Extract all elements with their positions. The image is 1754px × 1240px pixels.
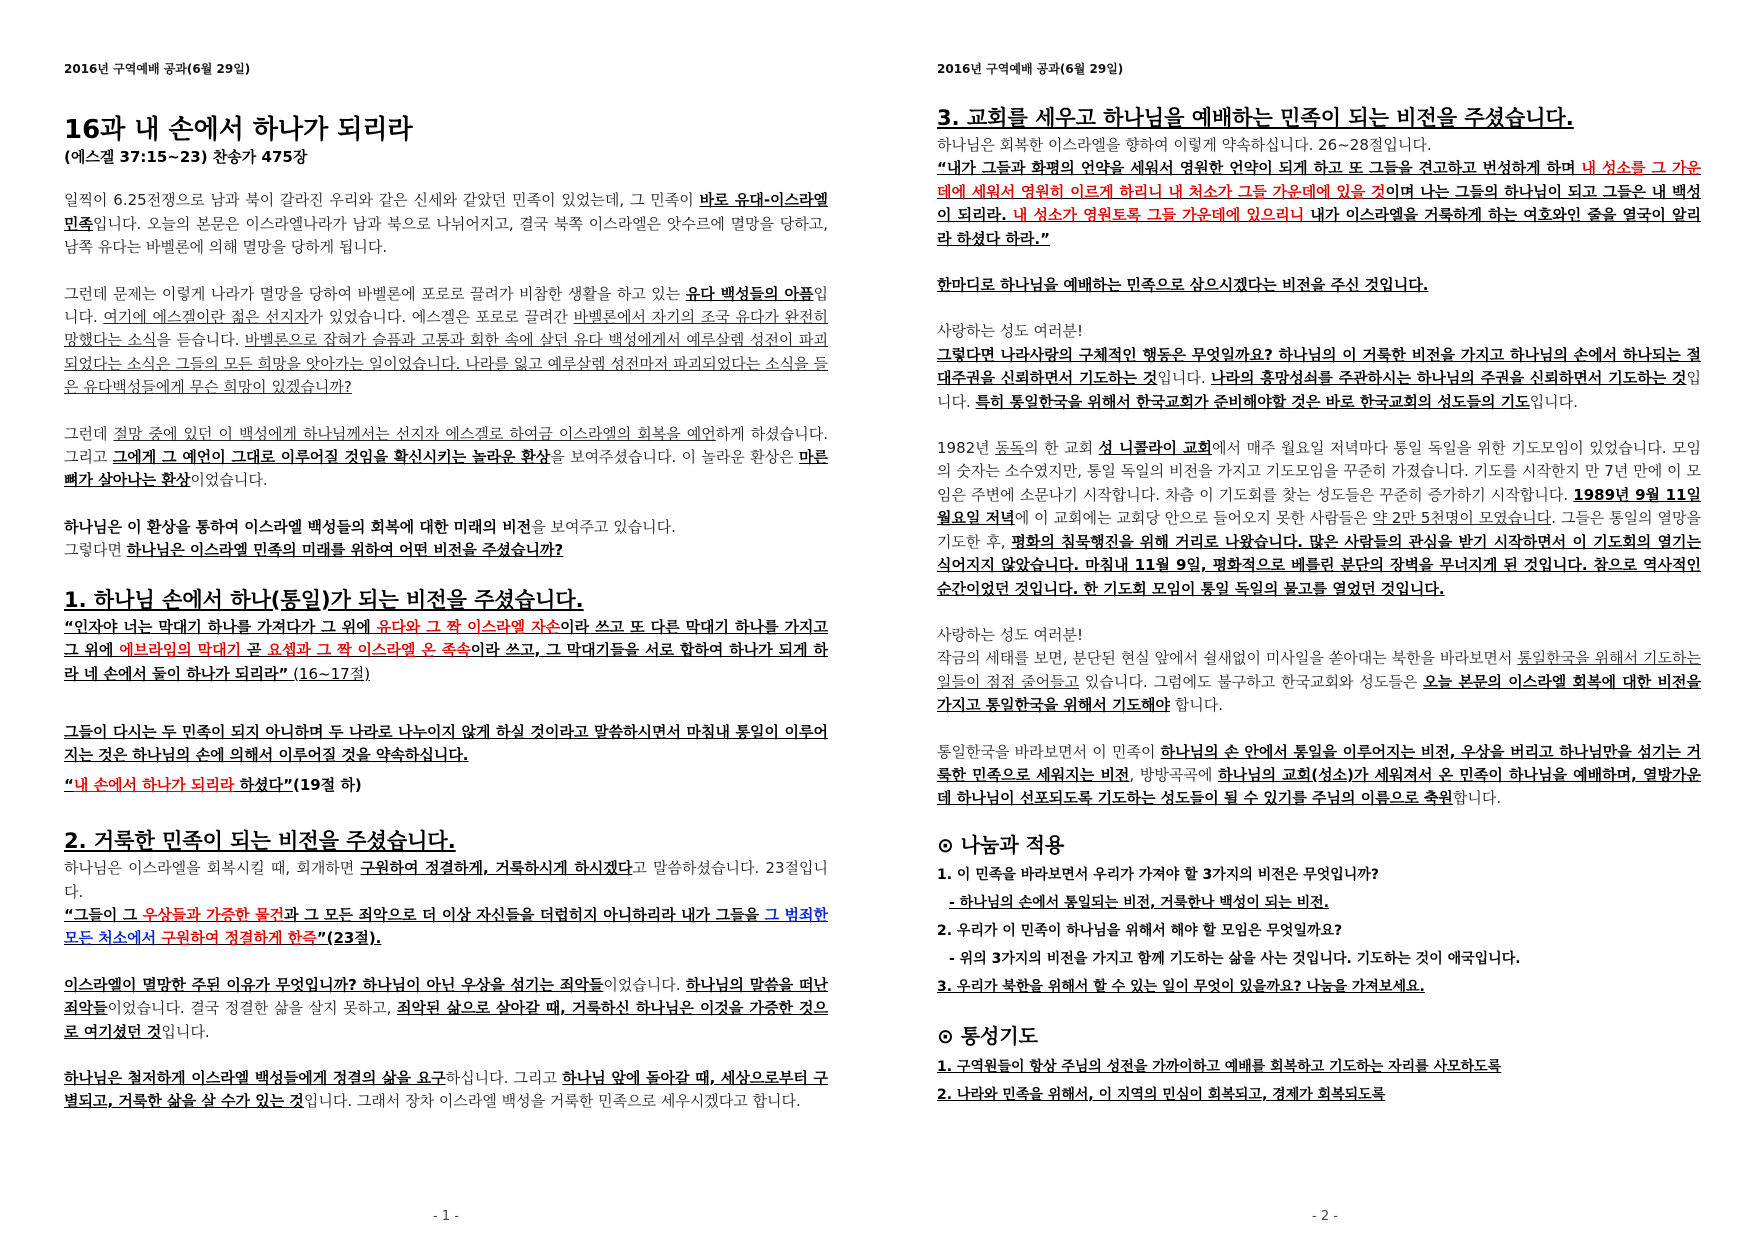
sharing-answer-1: - 하나님의 손에서 통일되는 비전, 거룩한나 백성이 되는 비전. (949, 895, 1330, 912)
page-number: - 2 - (1312, 1209, 1338, 1224)
sharing-answer-2: - 위의 3가지의 비전을 가지고 함께 기도하는 삶을 사는 것입니다. 기도하는 것이 애국입니다. (949, 951, 1521, 968)
section-3-intro: 하나님은 회복한 이스라엘을 향하여 이렇게 약속하십니다. 26~28절입니다. (937, 136, 1432, 154)
section-1-quote: “인자야 너는 막대기 하나를 가져다가 그 위에 유다와 그 짝 이스라엘 자손이라 쓰고 또 다른 막대기 하나를 가지고 그 위에 에브라임의 막대기 곧 요셉과 그 짝 이스라엘 온 족속이라 쓰고, 그 막대기들을 서로 합하여 하나가 되게 하라 네 손에서 둘이 하나가 되리라” (16~17절) (64, 617, 828, 683)
page-header: 2016년 구역예배 공과(6월 29일) (64, 62, 251, 76)
sharing-question-3: 3. 우리가 북한을 위해서 할 수 있는 일이 무엇이 있을까요? 나눔을 가져보세요. (937, 979, 1425, 996)
section-2-quote: “그들이 그 우상들과 가증한 물건과 그 모든 죄악으로 더 이상 자신들을 더럽히지 아니하리라 내가 그들을 그 범죄한 모든 처소에서 구원하여 정결하게 한즉”(23절). (64, 905, 828, 948)
section-3-quote: “내가 그들과 화평의 언약을 세워서 영원한 언약이 되게 하고 또 그들을 견고하고 번성하게 하며 내 성소를 그 가운데에 세워서 영원히 이르게 하리니 내 처소가 그들 가운데에 있을 것이며 나는 그들의 하나님이 되고 그들은 내 백성이 되리라. 내 성소가 영원토록 그들 가운데에 있으리니 내가 이스라엘을 거룩하게 하는 여호와인 줄을 열국이 알리라 하셨다 하라.” (937, 159, 1701, 248)
closing-blessing-paragraph: 통일한국을 바라보면서 이 민족이 하나님의 손 안에서 통일을 이루어지는 비전, 우상을 버리고 하나님만을 섬기는 거룩한 민족으로 세워지는 비전, 방방곡곡에 하나님의 교회(성소)가 세워져서 온 민족이 하나님을 예배하며, 열방가운데 하나님이 선포되도록 기도하는 성도들이 될 수 있기를 주님의 이름으로 축원합니다. (937, 742, 1701, 808)
section-3-summary: 한마디로 하나님을 예배하는 민족으로 삼으시겠다는 비전을 주신 것입니다. (937, 276, 1429, 295)
germany-story-paragraph: 1982년 동독의 한 교회 성 니콜라이 교회에서 매주 월요일 저녁마다 통일 독일을 위한 기도모임이 있었습니다. 모임의 숫자는 소수였지만, 통일 독일의 비전을 가지고 기도모임을 꾸준히 가졌습니다. 기도를 시작한지 만 7년 만에 이 모임은 주변에 소문나기 시작합니다. 차츰 이 기도회를 찾는 성도들은 꾸준히 증가하기 시작합니다. 1989년 9월 11일 월요일 저녁에 이 교회에는 교회당 안으로 들어오지 못한 사람들은 약 2만 5천명이 모였습니다. 그들은 통일의 열망을 기도한 후, 평화의 침묵행진을 위해 거리로 나왔습니다. 많은 사람들의 관심을 받기 시작하면서 이 기도회의 열기는 식어지지 않았습니다. 마침내 11월 9일, 평화적으로 베를린 분단의 장벽을 무너지게 된 것입니다. 참으로 역사적인 순간이었던 것입니다. 한 기도회 모임이 통일 독일의 물고를 열었던 것입니다. (937, 439, 1702, 598)
vision-paragraph: 그런데 절망 중에 있던 이 백성에게 하나님께서는 선지자 에스겔로 하여금 이스라엘의 회복을 예언하게 하셨습니다. 그리고 그에게 그 예언이 그대로 이루어질 것임을 확신시키는 놀라운 환상을 보여주셨습니다. 이 놀라운 환상은 마른 뼈가 살아나는 환상이었습니다. (64, 424, 828, 490)
section-3-heading: 3. 교회를 세우고 하나님을 예배하는 민족이 되는 비전을 주셨습니다. (937, 106, 1574, 130)
page-2-content (937, 98, 1701, 1113)
prayer-heading: ⊙ 통성기도 (937, 1024, 1039, 1049)
section-1-verse: “내 손에서 하나가 되리라 하셨다”(19절 하) (64, 775, 362, 794)
section-2-reason: 이스라엘이 멸망한 주된 이유가 무엇입니까? 하나님이 아닌 우상을 섬기는 죄악들이었습니다. 하나님의 말씀을 떠난 죄악들이었습니다. 결국 정결한 삶을 살지 못하고, 죄악된 삶으로 살아갈 때, 거룩하신 하나님은 이것을 가증한 것으로 여기셨던 것입니다. (64, 975, 828, 1041)
prayer-item-1: 1. 구역원들이 항상 주님의 성전을 가까이하고 예배를 회복하고 기도하는 자리를 사모하도록 (937, 1058, 1502, 1075)
section-1-heading: 1. 하나님 손에서 하나(통일)가 되는 비전을 주셨습니다. (64, 587, 584, 612)
page-2 (877, 0, 1754, 1240)
section-2-intro: 하나님은 이스라엘을 회복시킬 때, 회개하면 구원하여 정결하게, 거룩하시게 하시겠다고 말씀하셨습니다. 23절입니다. (64, 859, 828, 901)
question-paragraph: 하나님은 이 환상을 통하여 이스라엘 백성들의 회복에 대한 미래의 비전을 보여주고 있습니다. 그렇다면 하나님은 이스라엘 민족의 미래를 위하여 어떤 비전을 주셨습니까? (64, 517, 676, 560)
section-1-promise: 그들이 다시는 두 민족이 되지 아니하며 두 나라로 나누이지 않게 하실 것이라고 말씀하시면서 마침내 통일이 이루어지는 것은 하나님의 손에 의해서 이루어질 것을 약속하십니다. (64, 722, 828, 765)
section-2-heading: 2. 거룩한 민족이 되는 비전을 주셨습니다. (64, 829, 456, 854)
lesson-scripture: (에스겔 37:15~23) 찬송가 475장 (64, 148, 308, 166)
section-2-holiness: 하나님은 철저하게 이스라엘 백성들에게 정결의 삶을 요구하십니다. 그리고 하나님 앞에 돌아갈 때, 세상으로부터 구별되고, 거룩한 삶을 살 수가 있는 것입니다. 그래서 장차 이스라엘 백성을 거룩한 민족으로 세우시겠다고 합니다. (64, 1068, 828, 1111)
page-1-content (64, 114, 828, 1137)
sharing-heading: ⊙ 나눔과 적용 (937, 832, 1065, 857)
intro-paragraph: 일찍이 6.25전쟁으로 남과 북이 갈라진 우리와 같은 신세와 같았던 민족이 있었는데, 그 민족이 바로 유대-이스라엘 민족입니다. 오늘의 본문은 이스라엘나라가 남과 북으로 나뉘어지고, 결국 북쪽 이스라엘은 앗수르에 멸망을 당하고, 남쪽 유다는 바벨론에 의해 멸망을 당하게 됩니다. (64, 191, 829, 257)
sharing-question-1: 1. 이 민족을 바라보면서 우리가 가져야 할 3가지의 비전은 무엇입니까? (937, 867, 1379, 884)
lesson-title: 16과 내 손에서 하나가 되리라 (64, 115, 413, 145)
korea-prayer-paragraph: 사랑하는 성도 여러분! 작금의 세태를 보면, 분단된 현실 앞에서 쉴새없이 미사일을 쏟아대는 북한을 바라보면서 통일한국을 위해서 기도하는 일들이 점점 줄어들고 있습니다. 그럼에도 불구하고 한국교회와 성도들은 오늘 본문의 이스라엘 회복에 대한 비전을 가지고 통일한국을 위해서 기도해야 합니다. (937, 625, 1702, 715)
prayer-item-2: 2. 나라와 민족을 위해서, 이 지역의 민심이 회복되고, 경제가 회복되도록 (937, 1086, 1386, 1103)
page-header: 2016년 구역예배 공과(6월 29일) (937, 62, 1124, 76)
problem-paragraph: 그런데 문제는 이렇게 나라가 멸망을 당하여 바벨론에 포로로 끌려가 비참한 생활을 하고 있는 유다 백성들의 아픔입니다. 여기에 에스겔이란 젊은 선지자가 있었습니다. 에스겔은 포로로 끌려간 바벨론에서 자기의 조국 유다가 완전히 망했다는 소식을 듣습니다. 바벨론으로 잡혀가 슬픔과 고통과 회한 속에 살던 유다 백성에게서 예루살렘 성전이 파괴되었다는 소식은 그들의 모든 희망을 앗아가는 일이었습니다. 나라를 잃고 예루살렘 성전마저 파괴되었다는 소식을 들은 유다백성들에게 무슨 희망이 있겠습니까? (64, 284, 829, 397)
prayer-action-paragraph: 사랑하는 성도 여러분! 그렇다면 나라사랑의 구체적인 행동은 무엇일까요? 하나님의 이 거룩한 비전을 가지고 하나님의 손에서 하나되는 절대주권을 신뢰하면서 기도하는 것입니다. 나라의 흥망성쇠를 주관하시는 하나님의 주권을 신뢰하면서 기도하는 것입니다. 특히 통일한국을 위해서 한국교회가 준비해야할 것은 바로 한국교회의 성도들의 기도입니다. (937, 322, 1701, 411)
page-number: - 1 - (433, 1209, 459, 1224)
sharing-question-2: 2. 우리가 이 민족이 하나님을 위해서 해야 할 모임은 무엇일까요? (937, 923, 1343, 940)
